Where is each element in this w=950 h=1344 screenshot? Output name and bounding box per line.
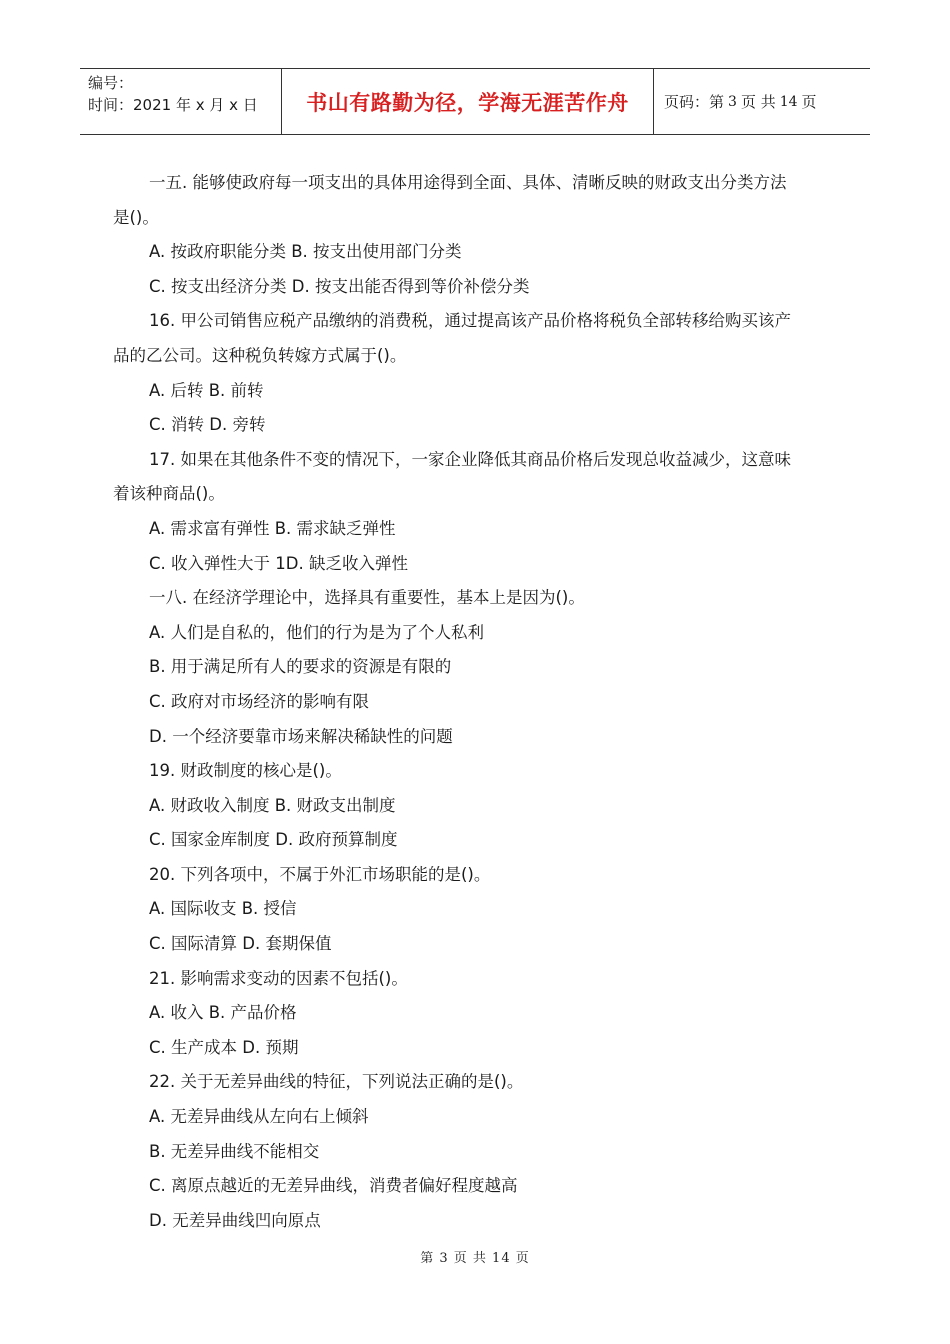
question-20-options-ab: A. 国际收支 B. 授信: [149, 899, 297, 919]
question-18-stem: 一八. 在经济学理论中，选择具有重要性，基本上是因为()。: [149, 588, 585, 608]
page-total-number: 14: [779, 93, 798, 110]
question-16-options-ab: A. 后转 B. 前转: [149, 380, 264, 400]
question-19-stem: 19. 财政制度的核心是()。: [149, 761, 342, 781]
question-19-options-cd: C. 国家金库制度 D. 政府预算制度: [149, 830, 398, 850]
question-15-stem-continued: 是()。: [113, 207, 159, 227]
question-22-option-a: A. 无差异曲线从左向右上倾斜: [149, 1107, 369, 1127]
question-15-options-cd: C. 按支出经济分类 D. 按支出能否得到等价补偿分类: [149, 276, 530, 296]
question-22-option-d: D. 无差异曲线凹向原点: [149, 1210, 321, 1230]
question-17-stem: 17. 如果在其他条件不变的情况下，一家企业降低其商品价格后发现总收益减少，这意味: [149, 449, 791, 469]
question-21-options-ab: A. 收入 B. 产品价格: [149, 1003, 297, 1023]
question-22-option-c: C. 离原点越近的无差异曲线，消费者偏好程度越高: [149, 1176, 518, 1196]
question-18-option-a: A. 人们是自私的，他们的行为是为了个人私利: [149, 622, 484, 642]
page-current-number: 3: [728, 93, 737, 110]
question-21-stem: 21. 影响需求变动的因素不包括()。: [149, 968, 408, 988]
header-meta: [80, 69, 282, 134]
question-22-stem: 22. 关于无差异曲线的特征，下列说法正确的是()。: [149, 1072, 524, 1092]
question-21-options-cd: C. 生产成本 D. 预期: [149, 1037, 299, 1057]
question-20-stem: 20. 下列各项中，不属于外汇市场职能的是()。: [149, 864, 491, 884]
question-16-options-cd: C. 消转 D. 旁转: [149, 415, 266, 435]
header-motto: 书山有路勤为径，学海无涯苦作舟: [306, 89, 629, 115]
question-16-stem: 16. 甲公司销售应税产品缴纳的消费税，通过提高该产品价格将税负全部转移给购买该产: [149, 311, 791, 331]
question-20-options-cd: C. 国际清算 D. 套期保值: [149, 934, 332, 954]
question-22-option-b: B. 无差异曲线不能相交: [149, 1141, 320, 1161]
document-date-label: 时间：2021 年 x 月 x 日: [88, 96, 258, 114]
question-18-option-c: C. 政府对市场经济的影响有限: [149, 691, 370, 711]
page-label-mid: 页 共: [740, 93, 776, 111]
page-label-prefix: 页码：第: [664, 93, 725, 111]
question-17-stem-continued: 着该种商品()。: [113, 484, 225, 504]
question-17-options-ab: A. 需求富有弹性 B. 需求缺乏弹性: [149, 518, 396, 538]
question-15-options-ab: A. 按政府职能分类 B. 按支出使用部门分类: [149, 242, 462, 262]
page-header: [80, 68, 870, 135]
question-16-stem-continued: 品的乙公司。这种税负转嫁方式属于()。: [113, 345, 407, 365]
document-number-label: 编号：: [88, 74, 134, 92]
header-motto-cell: [282, 69, 654, 134]
question-19-options-ab: A. 财政收入制度 B. 财政支出制度: [149, 795, 396, 815]
question-18-option-b: B. 用于满足所有人的要求的资源是有限的: [149, 657, 452, 677]
page-footer: 第 3 页 共 14 页: [420, 1251, 530, 1266]
question-17-options-cd: C. 收入弹性大于 1D. 缺乏收入弹性: [149, 553, 408, 573]
question-content: [113, 166, 841, 1238]
question-18-option-d: D. 一个经济要靠市场来解决稀缺性的问题: [149, 726, 453, 746]
page-label-suffix: 页: [801, 93, 817, 111]
header-page-info: [654, 69, 870, 134]
question-15-stem: 一五. 能够使政府每一项支出的具体用途得到全面、具体、清晰反映的财政支出分类方法: [149, 173, 787, 192]
